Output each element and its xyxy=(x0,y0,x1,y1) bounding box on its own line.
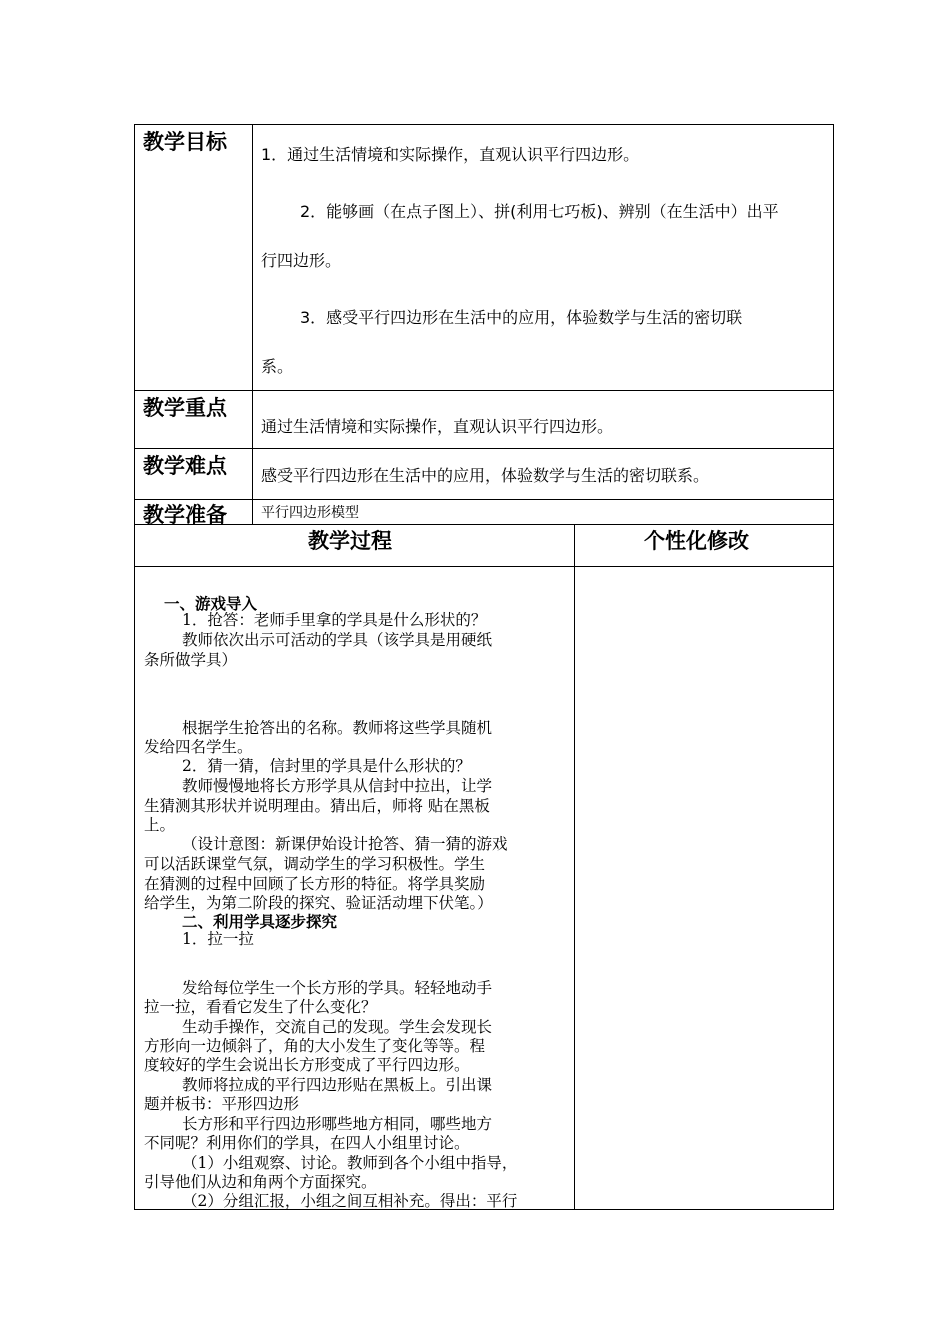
goal-line: 行四边形。 xyxy=(261,251,342,270)
process-line: 教师依次出示可活动的学具（该学具是用硬纸 xyxy=(182,631,493,649)
goal-line: 2．能够画（在点子图上）、拼(利用七巧板)、辨别（在生活中）出平 xyxy=(300,202,779,221)
difficulties-label: 教学难点 xyxy=(143,454,227,478)
process-line: （2）分组汇报，小组之间互相补充。得出：平行 xyxy=(182,1192,518,1210)
process-line: 生动手操作，交流自己的发现。学生会发现长 xyxy=(182,1018,493,1036)
difficulties-text: 感受平行四边形在生活中的应用，体验数学与生活的密切联系。 xyxy=(261,466,710,485)
process-column-header: 教学过程 xyxy=(308,529,392,553)
process-line: 度较好的学生会说出长方形变成了平行四边形。 xyxy=(144,1056,470,1074)
process-line: 长方形和平行四边形哪些地方相同，哪些地方 xyxy=(182,1115,493,1133)
process-line: 方形向一边倾斜了，角的大小发生了变化等等。程 xyxy=(144,1037,486,1055)
preparation-text: 平行四边形模型 xyxy=(261,505,359,521)
process-line: 根据学生抢答出的名称。教师将这些学具随机 xyxy=(182,719,493,737)
row-divider xyxy=(134,390,834,391)
process-line: 条所做学具） xyxy=(144,651,238,669)
process-line: 可以活跃课堂气氛，调动学生的学习积极性。学生 xyxy=(144,855,486,873)
process-line: 2．猜一猜，信封里的学具是什么形状的？ xyxy=(182,757,471,775)
process-line: 1．拉一拉 xyxy=(182,930,254,948)
goals-label: 教学目标 xyxy=(143,130,227,154)
section-heading: 一、游戏导入 xyxy=(164,594,258,613)
table-border-top xyxy=(134,124,834,125)
preparation-label: 教学准备 xyxy=(143,503,227,527)
process-line: 发给四名学生。 xyxy=(144,738,253,756)
process-line: 教师慢慢地将长方形学具从信封中拉出，让学 xyxy=(182,777,493,795)
lesson-plan-table xyxy=(134,124,834,1210)
goal-line: 3．感受平行四边形在生活中的应用，体验数学与生活的密切联 xyxy=(300,308,743,327)
table-border-right xyxy=(833,124,834,1210)
process-line: 在猜测的过程中回顾了长方形的特征。将学具奖励 xyxy=(144,875,486,893)
process-line: 引导他们从边和角两个方面探究。 xyxy=(144,1173,377,1191)
goal-line: 系。 xyxy=(261,357,294,376)
key-points-text: 通过生活情境和实际操作，直观认识平行四边形。 xyxy=(261,417,614,436)
process-line: 不同呢？利用你们的学具，在四人小组里讨论。 xyxy=(144,1134,470,1152)
section-heading: 二、利用学具逐步探究 xyxy=(182,912,338,931)
process-line: 生猜测其形状并说明理由。猜出后，师将 贴在黑板 xyxy=(144,797,490,815)
process-line: 题并板书：平形四边形 xyxy=(144,1095,300,1113)
process-line: 拉一拉，看看它发生了什么变化？ xyxy=(144,998,377,1016)
label-column-divider xyxy=(252,124,253,524)
process-line: 上。 xyxy=(144,816,176,834)
process-column-divider xyxy=(574,524,575,1210)
key-points-label: 教学重点 xyxy=(143,396,227,420)
row-divider xyxy=(134,566,834,567)
goal-line: 1．通过生活情境和实际操作，直观认识平行四边形。 xyxy=(261,145,640,164)
revision-column-header: 个性化修改 xyxy=(644,529,749,553)
process-line: （1）小组观察、讨论。教师到各个小组中指导， xyxy=(182,1154,518,1172)
row-divider xyxy=(134,499,834,500)
process-line: （设计意图：新课伊始设计抢答、猜一猜的游戏 xyxy=(182,835,508,853)
process-line: 1．抢答：老师手里拿的学具是什么形状的？ xyxy=(182,611,487,629)
row-divider xyxy=(134,448,834,449)
process-line: 给学生，为第二阶段的探究、验证活动埋下伏笔。） xyxy=(144,894,493,912)
process-line: 教师将拉成的平行四边形贴在黑板上。引出课 xyxy=(182,1076,493,1094)
process-line: 发给每位学生一个长方形的学具。轻轻地动手 xyxy=(182,979,493,997)
table-border-left xyxy=(134,124,135,1210)
